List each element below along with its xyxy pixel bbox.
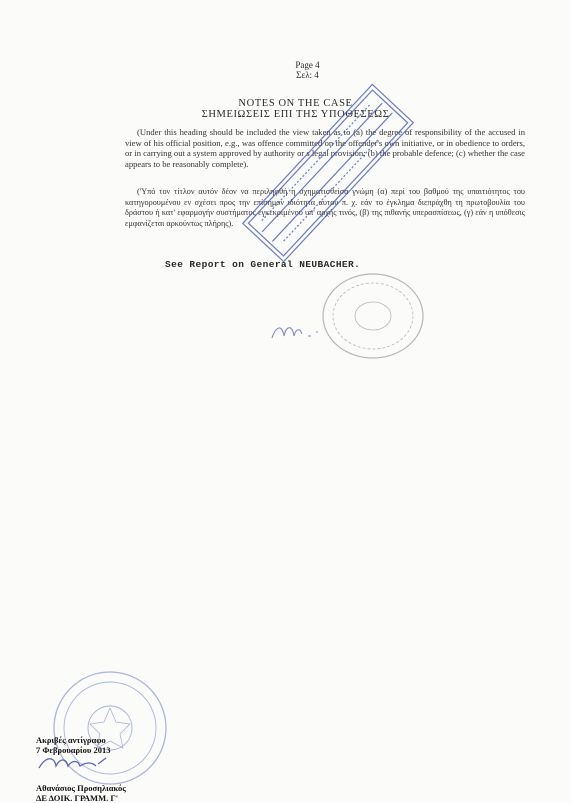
instructions-en: (Under this heading should be included the view taken as to (a) the degree of responsibility of the accused in view of his official position, e.g., was offence committed on the offender's own initiative, or in obedience to orders, or in carrying out a system approved by authority or s legal provision; (b) the probable defence; (c) whether the case appears to be reasonably complete).: [125, 127, 525, 169]
report-reference: See Report on General NEUBACHER.: [165, 259, 361, 270]
blue-certification-stamp: [228, 68, 428, 278]
certification-line-1: Ακριβές αντίγραφο: [36, 735, 106, 745]
handwritten-initials: [268, 318, 338, 346]
page-number-gr: Σελ: 4: [296, 70, 319, 80]
page-number-en: Page 4: [295, 60, 320, 70]
round-gray-seal: [318, 268, 428, 363]
certification-block: [36, 735, 126, 803]
instructions-gr: ('Υπό τον τίτλον αυτόν δέον να περιληφθή η σχηματισθείσα γνώμη (α) περί του βαθμού της υπαιτιότητος του κατηγορουμένου εν σχέσει προς την επίσημον ιδιότητα αυτού π. χ. εάν το έγκλημα διεπράχθη τη πρωτοβουλία του δράστου ή κατ' εφαρμογήν συστήματος εγκεκριμένου υπ' αρχής τινός, (β) της πιθανής υπερασπίσεως, (γ) εάν η υπόθεσις εμφανίζεται αρκούντως πλήρης).: [125, 187, 525, 228]
certifier-name: Αθανάσιος Προσηλιακός: [36, 783, 126, 793]
certifier-role: ΔΕ ΔΟΙΚ. ΓΡΑΜΜ. Γ': [36, 793, 119, 803]
section-title-en: NOTES ON THE CASE: [238, 98, 353, 109]
section-title-gr: ΣΗΜΕΙΩΣΕΙΣ ΕΠΙ ΤΗΣ ΥΠΟΘΕΣΕΩΣ: [201, 109, 390, 120]
certification-date: 7 Φεβρουαρίου 2013: [36, 745, 111, 755]
